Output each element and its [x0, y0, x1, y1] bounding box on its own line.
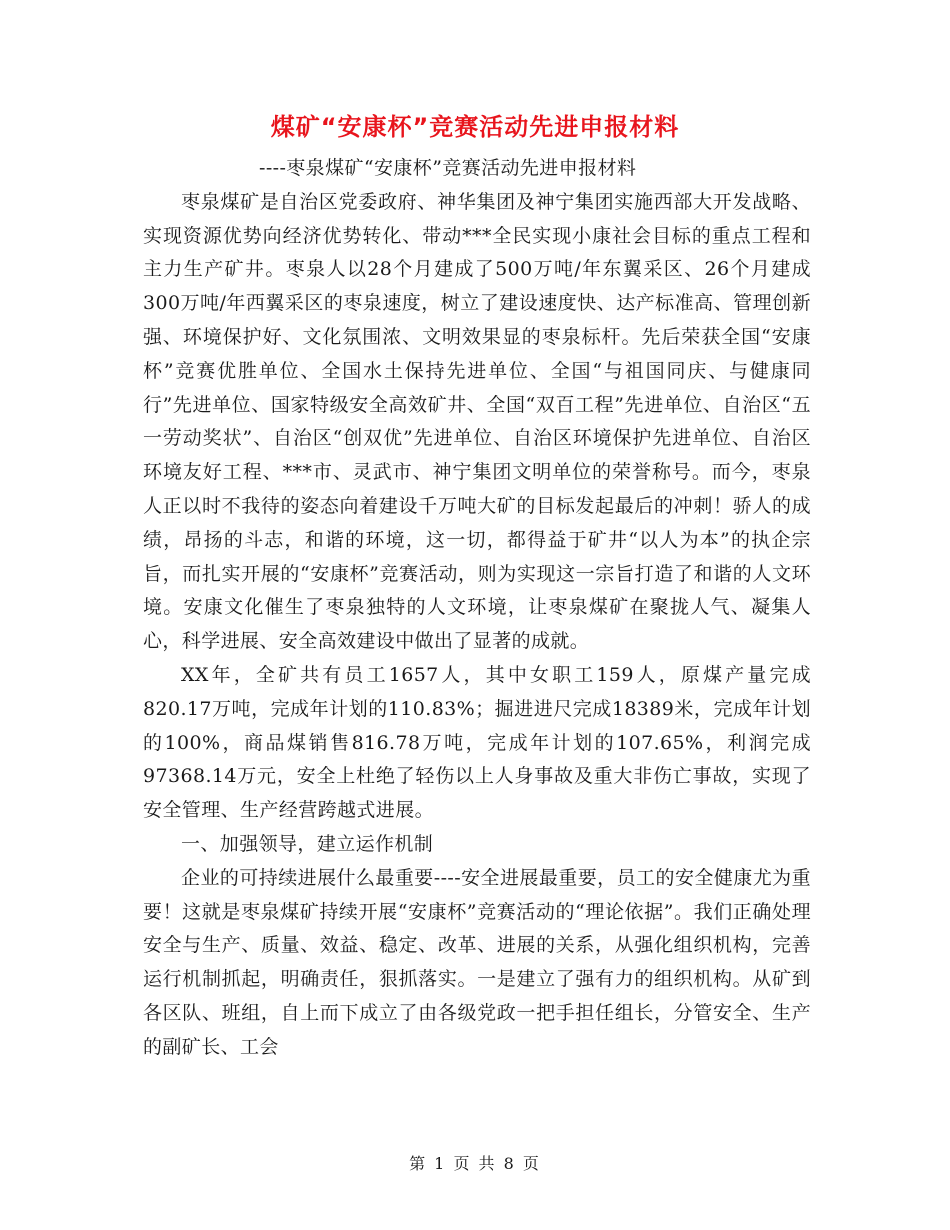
document-subtitle: ----枣泉煤矿“安康杯”竞赛活动先进申报材料 [259, 157, 637, 179]
paragraph-statistics: XX年，全矿共有员工1657人，其中女职工159人，原煤产量完成820.17万吨，完成年计划的110.83%；掘进进尺完成18389米，完成年计划的100%，商品煤销售816.78万吨，完成年计划的107.65%，利润完成97368.14万元，安全上杜绝了轻伤以上人身事故及重大非伤亡事故，实现了安全管理、生产经营跨越式进展。 [143, 663, 811, 822]
paragraph-section-1: 企业的可持续进展什么最重要----安全进展最重要，员工的安全健康尤为重要！这就是枣泉煤矿持续开展“安康杯”竞赛活动的“理论依据”。我们正确处理安全与生产、质量、效益、稳定、改革、进展的关系，从强化组织机构，完善运行机制抓起，明确责任，狠抓落实。一是建立了强有力的组织机构。从矿到各区队、班组，自上而下成立了由各级党政一把手担任组长，分管安全、生产的副矿长、工会 [143, 866, 811, 1058]
document-body [143, 152, 811, 1065]
page-footer: 第 1 页 共 8 页 [409, 1154, 541, 1173]
section-heading-1: 一、加强领导，建立运作机制 [181, 832, 434, 855]
paragraph-intro: 枣泉煤矿是自治区党委政府、神华集团及神宁集团实施西部大开发战略、实现资源优势向经济优势转化、带动***全民实现小康社会目标的重点工程和主力生产矿井。枣泉人以28个月建成了500万吨/年东翼采区、26个月建成300万吨/年西翼采区的枣泉速度，树立了建设速度快、达产标准高、管理创新强、环境保护好、文化氛围浓、文明效果显的枣泉标杆。先后荣获全国“安康杯”竞赛优胜单位、全国水土保持先进单位、全国“与祖国同庆、与健康同行”先进单位、国家特级安全高效矿井、全国“双百工程”先进单位、自治区“五一劳动奖状”、自治区“创双优”先进单位、自治区环境保护先进单位、自治区环境友好工程、***市、灵武市、神宁集团文明单位的荣誉称号。而今，枣泉人正以时不我待的姿态向着建设千万吨大矿的目标发起最后的冲刺！骄人的成绩，昂扬的斗志，和谐的环境，这一切，都得益于矿井“以人为本”的执企宗旨，而扎实开展的“安康杯”竞赛活动，则为实现这一宗旨打造了和谐的人文环境。安康文化催生了枣泉独特的人文环境，让枣泉煤矿在聚拢人气、凝集人心，科学进展、安全高效建设中做出了显著的成就。 [143, 190, 811, 653]
document-title: 煤矿“安康杯”竞赛活动先进申报材料 [270, 113, 680, 141]
